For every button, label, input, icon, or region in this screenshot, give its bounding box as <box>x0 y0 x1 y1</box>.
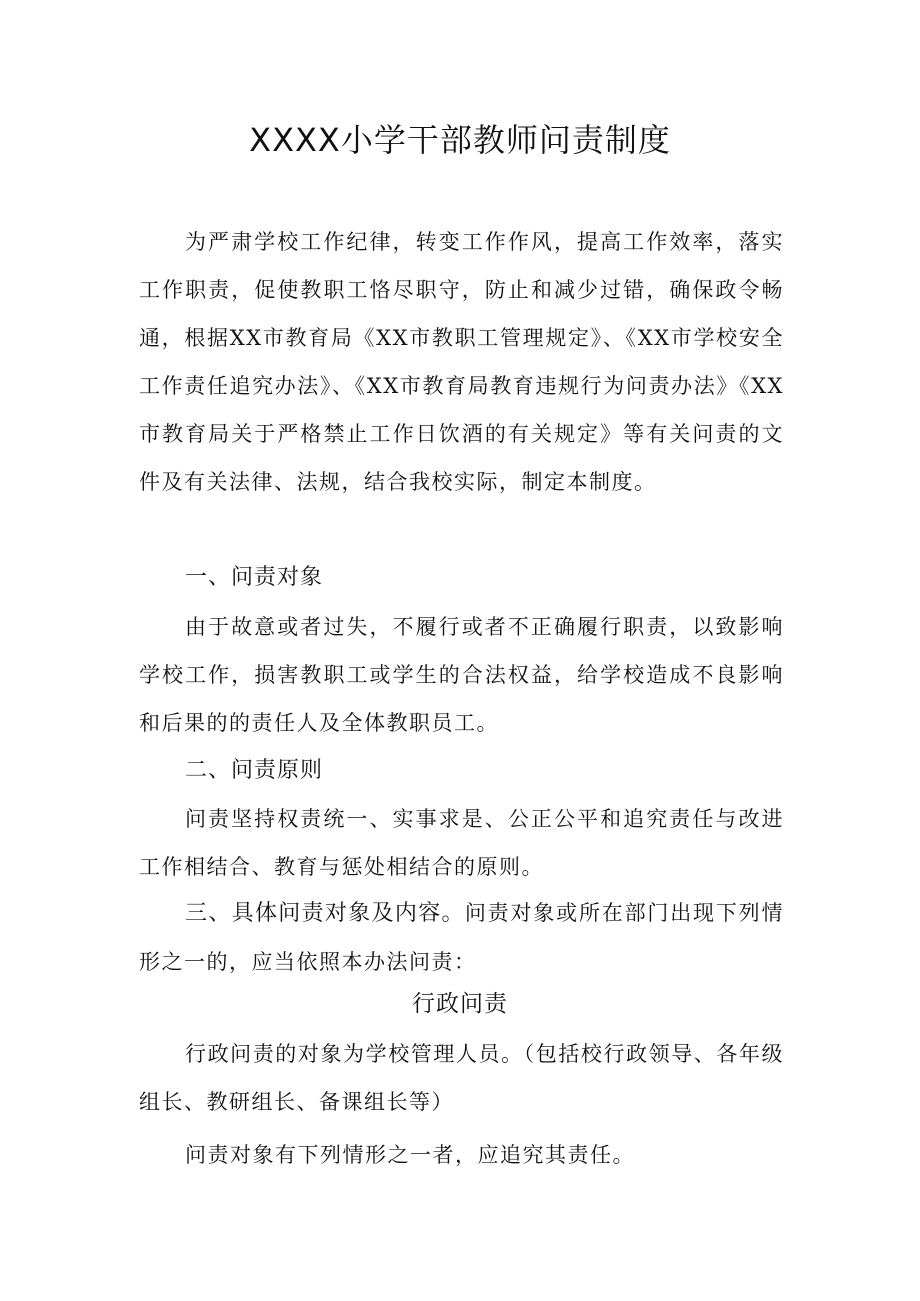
admin-lead-paragraph: 问责对象有下列情形之一者，应追究其责任。 <box>185 1143 635 1167</box>
admin-accountability-subtitle: 行政问责 <box>412 991 508 1017</box>
section-3-heading: 三、具体问责对象及内容。 <box>185 901 465 926</box>
intro-paragraph: 为严肃学校工作纪律，转变工作作风，提高工作效率，落实工作职责，促使教职工恪尽职守，防止和减少过错，确保政令畅通，根据XX市教育局《XX市教职工管理规定》、《XX市学校安全工作责任追究办法》、《XX市教育局教育违规行为问责办法》《XX市教育局关于严格禁止工作日饮酒的有关规定》等有关问责的文件及有关法律、法规，结合我校实际，制定本制度。 <box>139 230 784 494</box>
section-1-heading: 一、问责对象 <box>185 565 324 590</box>
section-3-paragraph <box>139 889 784 986</box>
section-1-body: 由于故意或者过失，不履行或者不正确履行职责，以致影响学校工作，损害教职工或学生的合法权益，给学校造成不良影响和后果的的责任人及全体教职员工。 <box>139 615 784 735</box>
section-2-heading: 二、问责原则 <box>185 758 324 783</box>
section-3-body: 问责对象或所在部门出现下列情形之一的，应当依照本办法问责： <box>139 901 784 974</box>
document-title: XXXX小学干部教师问责制度 <box>249 121 671 159</box>
section-2-body: 问责坚持权责统一、实事求是、公正公平和追究责任与改进工作相结合、教育与惩处相结合的原则。 <box>139 807 784 879</box>
admin-scope-paragraph: 行政问责的对象为学校管理人员。（包括校行政领导、各年级组长、教研组长、备课组长等） <box>139 1042 784 1114</box>
